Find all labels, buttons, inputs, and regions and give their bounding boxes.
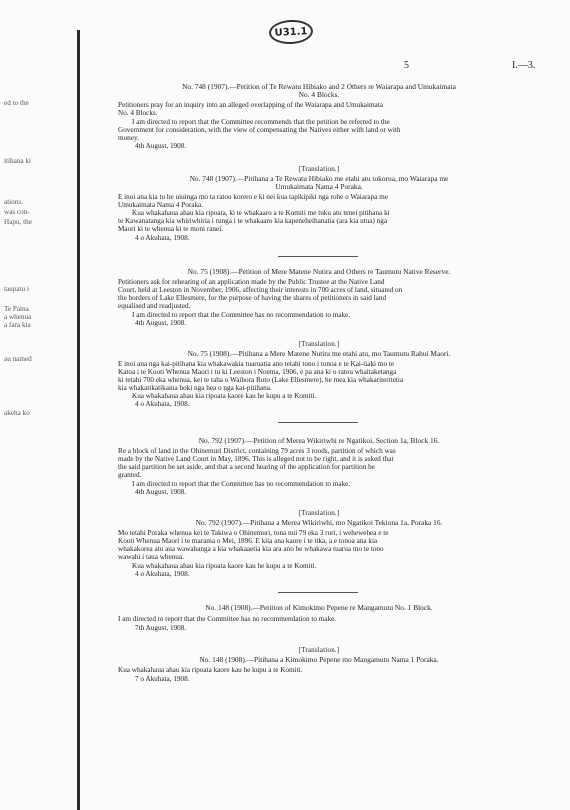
section-heading: No. 75 (1908).—Petition of Mere Matene Nutira and Others re Taumutu Native Reserve. — [187, 267, 451, 276]
gutter-text: Te Paina — [4, 305, 29, 313]
body-line: Umukaimata Nama 4 Poraka. — [118, 201, 204, 209]
section-divider — [278, 592, 358, 593]
body-line: Kua whakahaua ahau kia ripoata kaore kau he kupu a te Komiti. — [118, 666, 303, 674]
body-line: E inoi ana nga kai-pitihana kia whakawakia tuaruatia ano tetahi tono i tonoa e te Kai-tiaki mo te — [118, 360, 395, 368]
translation-heading: No. 748 (1907).—Pitihana a Te Rewatu Hibiako me etahi atu tokorua, mo Waiarapa me — [189, 174, 449, 183]
body-line: the borders of Lake Ellesmere, for the purpose of having the shares of petitioners in said land — [118, 294, 387, 302]
section-divider — [278, 422, 358, 423]
binding-margin-line — [77, 30, 80, 810]
body-line: granted. — [118, 471, 142, 479]
body-line: Court, held at Leeston in November, 1906, affecting their interests in 700 acres of land, situated on — [118, 286, 403, 294]
date-line: 4 o Akuhata, 1908. — [135, 234, 190, 242]
body-line: Mo tetahi Poraka whenua kei te Takiwa o Ohinemuri, tona nui 79 eka 3 ruri, i wehewehea e te — [118, 529, 389, 537]
body-line: No. 4 Blocks. — [118, 109, 158, 117]
body-line: Petitioners pray for an inquiry into an alleged overlapping of the Waiarapa and Umukaimata — [118, 101, 383, 109]
gutter-text: a fara kia — [4, 321, 31, 329]
gutter-text: ed to the — [4, 99, 29, 107]
gutter-text: taupatu i — [4, 285, 29, 293]
page-number: 5 — [404, 60, 409, 71]
section-divider — [278, 256, 358, 257]
section-heading: No. 748 (1907).—Petition of Te Rewatu Hibiako and 2 Others re Waiarapa and Umukaimata — [182, 82, 456, 91]
date-line: 7th August, 1908. — [135, 624, 187, 632]
body-line: Maori ki te whenua ki te moni ranei. — [118, 225, 223, 233]
translation-heading: No. 148 (1908).—Pitihana a Kimokimo Pepene mo Mangamutu Nama 1 Poraka. — [199, 655, 439, 664]
body-line: Petitioners ask for rehearing of an application made by the Public Trustee at the Native Land — [118, 278, 385, 286]
page-reference: I.—3. — [512, 60, 536, 71]
body-line: Kua whakahaua ahau kia ripoata kaore kau he kupu a te Komiti. — [132, 562, 317, 570]
body-line: Government for consideration, with the view of compensating the Natives either with land or with — [118, 126, 401, 134]
body-line: money. — [118, 134, 139, 142]
date-line: 4th August, 1908. — [135, 319, 187, 327]
date-line: 7 o Akuhata, 1908. — [135, 675, 190, 683]
body-line: E inoi ana kia tu he uiuinga mo ta ratou korero e ki nei kua tapikipiki nga rohe o Waiarapa me — [118, 193, 388, 201]
body-line: Kooti Whenua Maori i te marama o Mei, 1896. E kiia ana kaore i te tika, a e tonoa ana kia — [118, 537, 378, 545]
translation-heading: Umukaimata Nama 4 Poraka. — [275, 182, 363, 191]
body-line: I am directed to report that the Committee recommends that the petition be referred to the — [132, 118, 390, 126]
body-line: equalised and readjusted. — [118, 302, 191, 310]
body-line: te Kawanatanga kia whiriwhiria i runga i te whakaaro kia kapeneheihanatia (ara kia utua) nga — [118, 217, 388, 225]
translation-heading: No. 75 (1908).—Pitihana a Mere Matene Nutira me etahi atu, mo Taumutu Rahui Maori. — [187, 349, 451, 358]
section-heading: No. 148 (1908).—Petition of Kimokimo Pepene re Mangamutu No. 1 Block. — [205, 603, 433, 612]
body-line: ki tetahi 700 eka whenua, kei te taha o Waihora Roto (Lake Ellesmere), he mea kia whakariteritetia — [118, 376, 404, 384]
translation-label: [Translation.] — [298, 340, 340, 348]
body-line: Kua whakahaua ahau kia ripoata, ki te whakaaro a te Komiti me tuku atu tenei pitihana ki — [132, 209, 390, 217]
body-line: I am directed to report that the Committee has no recommendation to make. — [118, 615, 337, 623]
translation-heading: No. 792 (1907).—Pitihana a Merea Wikiriwhi, mo Ngatikoi Tekiona 1a, Poraka 16. — [195, 518, 443, 527]
gutter-text: akeha ko — [4, 409, 30, 417]
body-line: Katoa i te Kooti Whenua Maori i tu ki Leeston i Noema, 1906, e pa ana ki o ratou whaitaketanga — [118, 368, 397, 376]
body-line: Kua whakahaua ahau kia ripoata kaore kau he kupu a te Komiti. — [132, 392, 317, 400]
gutter-text: ations. — [4, 198, 23, 206]
translation-label: [Translation.] — [298, 646, 340, 654]
date-line: 4 o Akuhata, 1908. — [135, 400, 190, 408]
body-line: made by the Native Land Court in May, 1896. This is alleged not to be right, and it is asked that — [118, 455, 394, 463]
translation-label: [Translation.] — [298, 509, 340, 517]
body-line: whakakorea atu aua wawahanga a kia whakaaetia kia ara ano he whakawa tuarua mo te tono — [118, 545, 384, 553]
body-line: I am directed to report that the Committee has no recommendation to make. — [132, 480, 351, 488]
gutter-text: itihana ki — [4, 157, 31, 165]
gutter-text: au named — [4, 355, 32, 363]
date-line: 4 o Akuhata, 1908. — [135, 570, 190, 578]
gutter-text: was con- — [4, 208, 30, 216]
body-line: the said partition be set aside, and that a second hearing of the application for partition be — [118, 463, 375, 471]
section-heading: No. 792 (1907).—Petition of Merea Wikiriwhi re Ngatikoi, Section 1a, Block 16. — [198, 436, 440, 445]
body-line: Re a block of land in the Ohinemuri District, containing 79 acres 3 roods, partition of which was — [118, 447, 396, 455]
date-line: 4th August, 1908. — [135, 142, 187, 150]
gutter-text: Hapu, the — [4, 218, 32, 226]
date-line: 4th August, 1908. — [135, 488, 187, 496]
translation-label: [Translation.] — [298, 165, 340, 173]
section-heading: No. 4 Blocks. — [298, 90, 340, 99]
body-line: wawahi i taua whenua. — [118, 553, 184, 561]
gutter-text: a whenua — [4, 313, 32, 321]
archive-stamp: U31.1 — [268, 19, 313, 45]
body-line: I am directed to report that the Committee has no recommendation to make. — [132, 311, 351, 319]
body-line: kia whakatikatikaina hoki nga hea o nga kai-pitihana. — [118, 384, 272, 392]
